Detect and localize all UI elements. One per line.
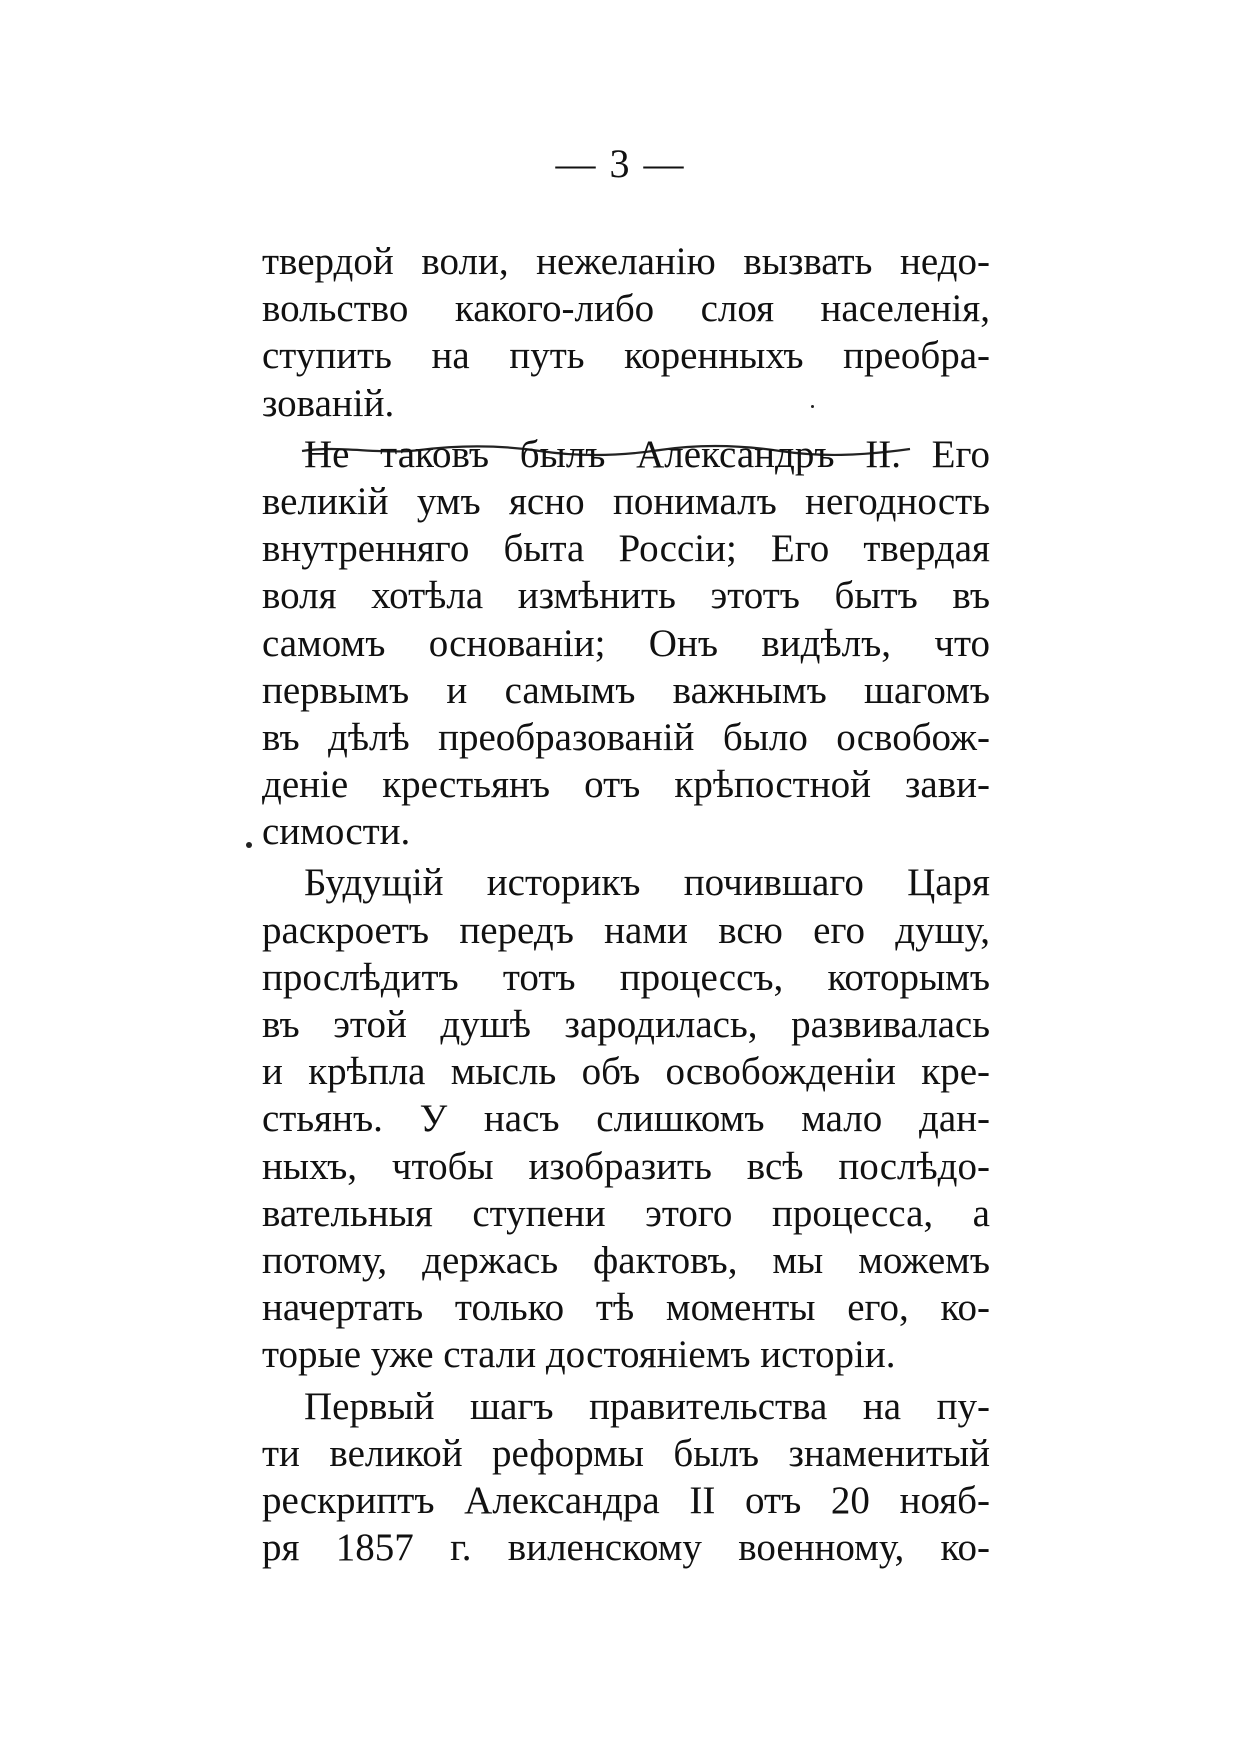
text-line: твердой воли, нежеланію вызвать недо-	[262, 240, 990, 283]
text-line: стьянъ. У насъ слишкомъ мало дан-	[262, 1097, 990, 1141]
text-line: великій умъ ясно понималъ негодность	[262, 479, 990, 523]
text-line: симости.	[262, 810, 411, 854]
text-line: деніе крестьянъ отъ крѣпостной зави-	[262, 763, 990, 807]
text-line: внутренняго быта Россіи; Его твердая	[262, 527, 990, 571]
paragraph	[262, 859, 990, 1378]
text-line: въ дѣлѣ преобразованій было освобож-	[262, 715, 990, 759]
stray-mark	[246, 842, 252, 848]
text-line: раскроетъ передъ нами всю его душу,	[262, 908, 990, 952]
text-line: потому, держась фактовъ, мы можемъ	[262, 1238, 990, 1282]
text-line: начертать только тѣ моменты его, ко-	[262, 1286, 990, 1330]
paragraph	[262, 1383, 990, 1572]
text-line: ти великой реформы былъ знаменитый	[262, 1431, 990, 1475]
text-line: рескриптъ Александра II отъ 20 нояб-	[262, 1478, 990, 1522]
text-line: ря 1857 г. виленскому военному, ко-	[262, 1526, 990, 1570]
text-line: Не таковъ былъ Александръ II. Его	[304, 432, 990, 476]
text-line: ступить на путь коренныхъ преобра-	[262, 334, 990, 378]
page-number: — 3 —	[555, 141, 686, 186]
text-line: вательныя ступени этого процесса, а	[262, 1191, 990, 1235]
text-line: прослѣдитъ тотъ процессъ, которымъ	[262, 955, 990, 999]
text-line: Первый шагъ правительства на пу-	[304, 1384, 990, 1428]
text-line: ныхъ, чтобы изобразить всѣ послѣдо-	[262, 1144, 990, 1188]
paragraph	[262, 431, 990, 856]
text-line: воля хотѣла измѣнить этотъ бытъ въ	[262, 574, 990, 618]
text-line: вольство какого-либо слоя населенія,	[262, 287, 990, 331]
paragraph	[262, 238, 990, 427]
text-line: первымъ и самымъ важнымъ шагомъ	[262, 668, 990, 712]
text-line: Будущій историкъ почившаго Царя	[304, 861, 990, 905]
body-text	[262, 238, 990, 1571]
text-line: и крѣпла мысль объ освобожденіи кре-	[262, 1050, 990, 1094]
text-line: самомъ основаніи; Онъ видѣлъ, что	[262, 621, 990, 665]
text-line: зованій.	[262, 381, 395, 425]
text-line: торые уже стали достояніемъ исторіи.	[262, 1333, 896, 1377]
text-line: въ этой душѣ зародилась, развивалась	[262, 1003, 990, 1046]
